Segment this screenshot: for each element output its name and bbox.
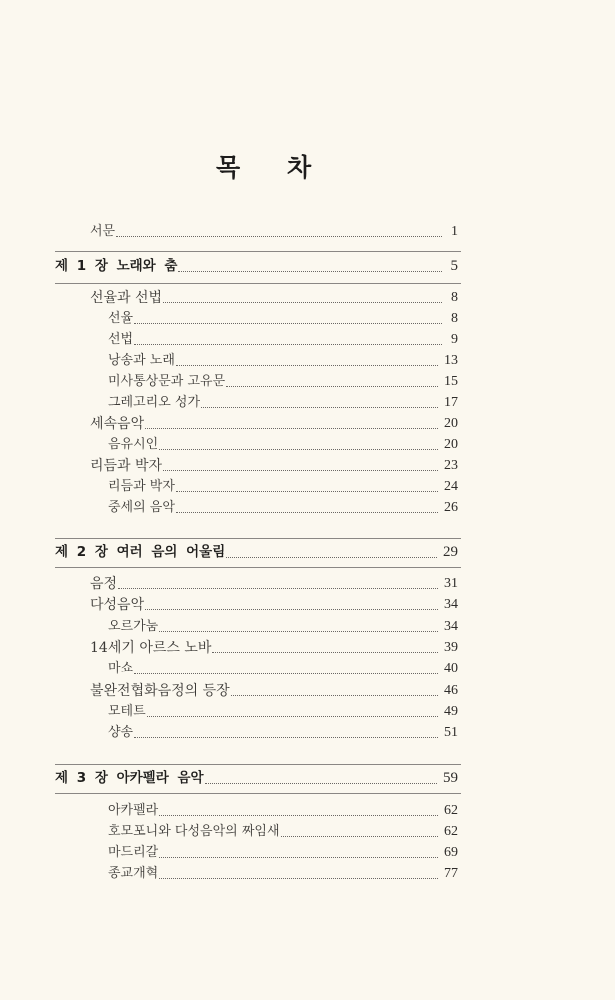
toc-page-number: 15 xyxy=(444,374,458,389)
toc-entry[interactable] xyxy=(108,498,458,518)
toc-entry-label: 마드리갈 xyxy=(108,845,159,860)
toc-entry[interactable] xyxy=(108,723,458,743)
toc-entry-label: 미사통상문과 고유문 xyxy=(108,374,226,389)
toc-page-number: 8 xyxy=(451,311,458,326)
dot-leader xyxy=(134,323,442,324)
toc-entry-preface[interactable] xyxy=(90,222,458,242)
toc-entry[interactable] xyxy=(108,843,458,863)
toc-entry[interactable] xyxy=(90,574,458,594)
toc-page-number: 51 xyxy=(444,725,458,740)
chapter-rule-bottom xyxy=(55,793,461,794)
toc-entry[interactable] xyxy=(90,638,458,658)
page-title xyxy=(0,148,615,182)
toc-entry-label: 14세기 아르스 노바 xyxy=(90,640,212,656)
dot-leader xyxy=(163,302,442,303)
dot-leader xyxy=(281,836,438,837)
toc-entry-label: 음정 xyxy=(90,576,118,592)
toc-entry[interactable] xyxy=(108,801,458,821)
toc-page-number: 39 xyxy=(444,640,458,655)
toc-page-number: 1 xyxy=(451,224,458,239)
toc-page-number: 13 xyxy=(444,353,458,368)
dot-leader xyxy=(159,449,438,450)
toc-entry[interactable] xyxy=(108,864,458,884)
toc-page-number: 20 xyxy=(444,437,458,452)
toc-page-number: 69 xyxy=(444,845,458,860)
toc-entry-label: 제 2 장 여러 음의 어울림 xyxy=(55,544,226,560)
page-title-char: 차 xyxy=(287,153,312,182)
page-title-char: 목 xyxy=(216,153,241,182)
dot-leader xyxy=(159,631,438,632)
toc-page-number: 29 xyxy=(443,544,458,560)
toc-entry-label: 호모포니와 다성음악의 짜임새 xyxy=(108,824,280,839)
toc-page-number: 20 xyxy=(444,416,458,431)
chapter-rule-top xyxy=(55,538,461,539)
toc-entry-label: 리듬과 박자 xyxy=(90,458,163,474)
toc-entry-label: 서문 xyxy=(90,224,116,239)
toc-entry[interactable] xyxy=(108,702,458,722)
toc-entry-label: 중세의 음악 xyxy=(108,500,175,515)
toc-page-number: 46 xyxy=(444,683,458,698)
toc-page-number: 62 xyxy=(444,803,458,818)
chapter-rule-top xyxy=(55,251,461,252)
toc-entry[interactable] xyxy=(108,372,458,392)
dot-leader xyxy=(145,428,438,429)
toc-entry-label: 샹송 xyxy=(108,725,134,740)
toc-page-number: 40 xyxy=(444,661,458,676)
toc-page-number: 62 xyxy=(444,824,458,839)
toc-page-number: 59 xyxy=(443,770,458,786)
toc-page-number: 5 xyxy=(450,258,458,274)
toc-entry-label: 선율과 선법 xyxy=(90,290,163,306)
toc-entry-label: 음유시인 xyxy=(108,437,159,452)
toc-entry-label: 세속음악 xyxy=(90,416,145,432)
toc-entry[interactable] xyxy=(90,681,458,701)
toc-page-number: 17 xyxy=(444,395,458,410)
chapter-heading-2[interactable] xyxy=(55,541,458,563)
toc-page-number: 49 xyxy=(444,704,458,719)
toc-entry-label: 오르가눔 xyxy=(108,619,159,634)
dot-leader xyxy=(226,557,437,558)
dot-leader xyxy=(116,236,442,237)
dot-leader xyxy=(159,815,438,816)
toc-entry[interactable] xyxy=(108,435,458,455)
toc-entry[interactable] xyxy=(108,351,458,371)
dot-leader xyxy=(176,365,438,366)
toc-entry[interactable] xyxy=(108,477,458,497)
toc-entry-label: 모테트 xyxy=(108,704,146,719)
toc-entry-label: 리듬과 박자 xyxy=(108,479,175,494)
toc-page-number: 34 xyxy=(444,597,458,612)
toc-page-number: 23 xyxy=(444,458,458,473)
chapter-rule-bottom xyxy=(55,567,461,568)
toc-entry-label: 낭송과 노래 xyxy=(108,353,175,368)
toc-entry-label: 다성음악 xyxy=(90,597,145,613)
toc-entry[interactable] xyxy=(108,822,458,842)
chapter-rule-bottom xyxy=(55,283,461,284)
toc-entry-label: 선법 xyxy=(108,332,134,347)
chapter-heading-3[interactable] xyxy=(55,767,458,789)
toc-entry[interactable] xyxy=(108,659,458,679)
chapter-rule-top xyxy=(55,764,461,765)
toc-entry-label: 종교개혁 xyxy=(108,866,159,881)
toc-entry-label: 제 3 장 아카펠라 음악 xyxy=(55,770,204,786)
dot-leader xyxy=(226,386,438,387)
chapter-heading-1[interactable] xyxy=(55,255,458,277)
dot-leader xyxy=(147,716,438,717)
toc-entry[interactable] xyxy=(108,309,458,329)
dot-leader xyxy=(205,783,437,784)
dot-leader xyxy=(163,470,438,471)
dot-leader xyxy=(212,652,438,653)
dot-leader xyxy=(134,344,442,345)
toc-page-number: 31 xyxy=(444,576,458,591)
toc-entry-label: 선율 xyxy=(108,311,134,326)
toc-entry-label: 아카펠라 xyxy=(108,803,159,818)
toc-entry-label: 그레고리오 성가 xyxy=(108,395,201,410)
toc-page-number: 9 xyxy=(451,332,458,347)
toc-entry[interactable] xyxy=(90,595,458,615)
toc-entry-label: 마쇼 xyxy=(108,661,134,676)
toc-entry[interactable] xyxy=(90,288,458,308)
toc-entry[interactable] xyxy=(108,617,458,637)
toc-entry[interactable] xyxy=(108,393,458,413)
dot-leader xyxy=(159,857,438,858)
toc-entry-label: 제 1 장 노래와 춤 xyxy=(55,258,178,274)
toc-entry-label: 불완전협화음정의 등장 xyxy=(90,683,230,699)
dot-leader xyxy=(118,588,438,589)
toc-page-number: 24 xyxy=(444,479,458,494)
dot-leader xyxy=(134,673,438,674)
toc-page-number: 34 xyxy=(444,619,458,634)
toc-entry[interactable] xyxy=(108,330,458,350)
dot-leader xyxy=(159,878,438,879)
dot-leader xyxy=(176,491,438,492)
dot-leader xyxy=(231,695,438,696)
toc-page-number: 8 xyxy=(451,290,458,305)
dot-leader xyxy=(176,512,438,513)
dot-leader xyxy=(134,737,438,738)
toc-entry[interactable] xyxy=(90,456,458,476)
toc-entry[interactable] xyxy=(90,414,458,434)
dot-leader xyxy=(201,407,438,408)
dot-leader xyxy=(178,271,442,272)
dot-leader xyxy=(145,609,438,610)
toc-page-number: 26 xyxy=(444,500,458,515)
toc-page-number: 77 xyxy=(444,866,458,881)
